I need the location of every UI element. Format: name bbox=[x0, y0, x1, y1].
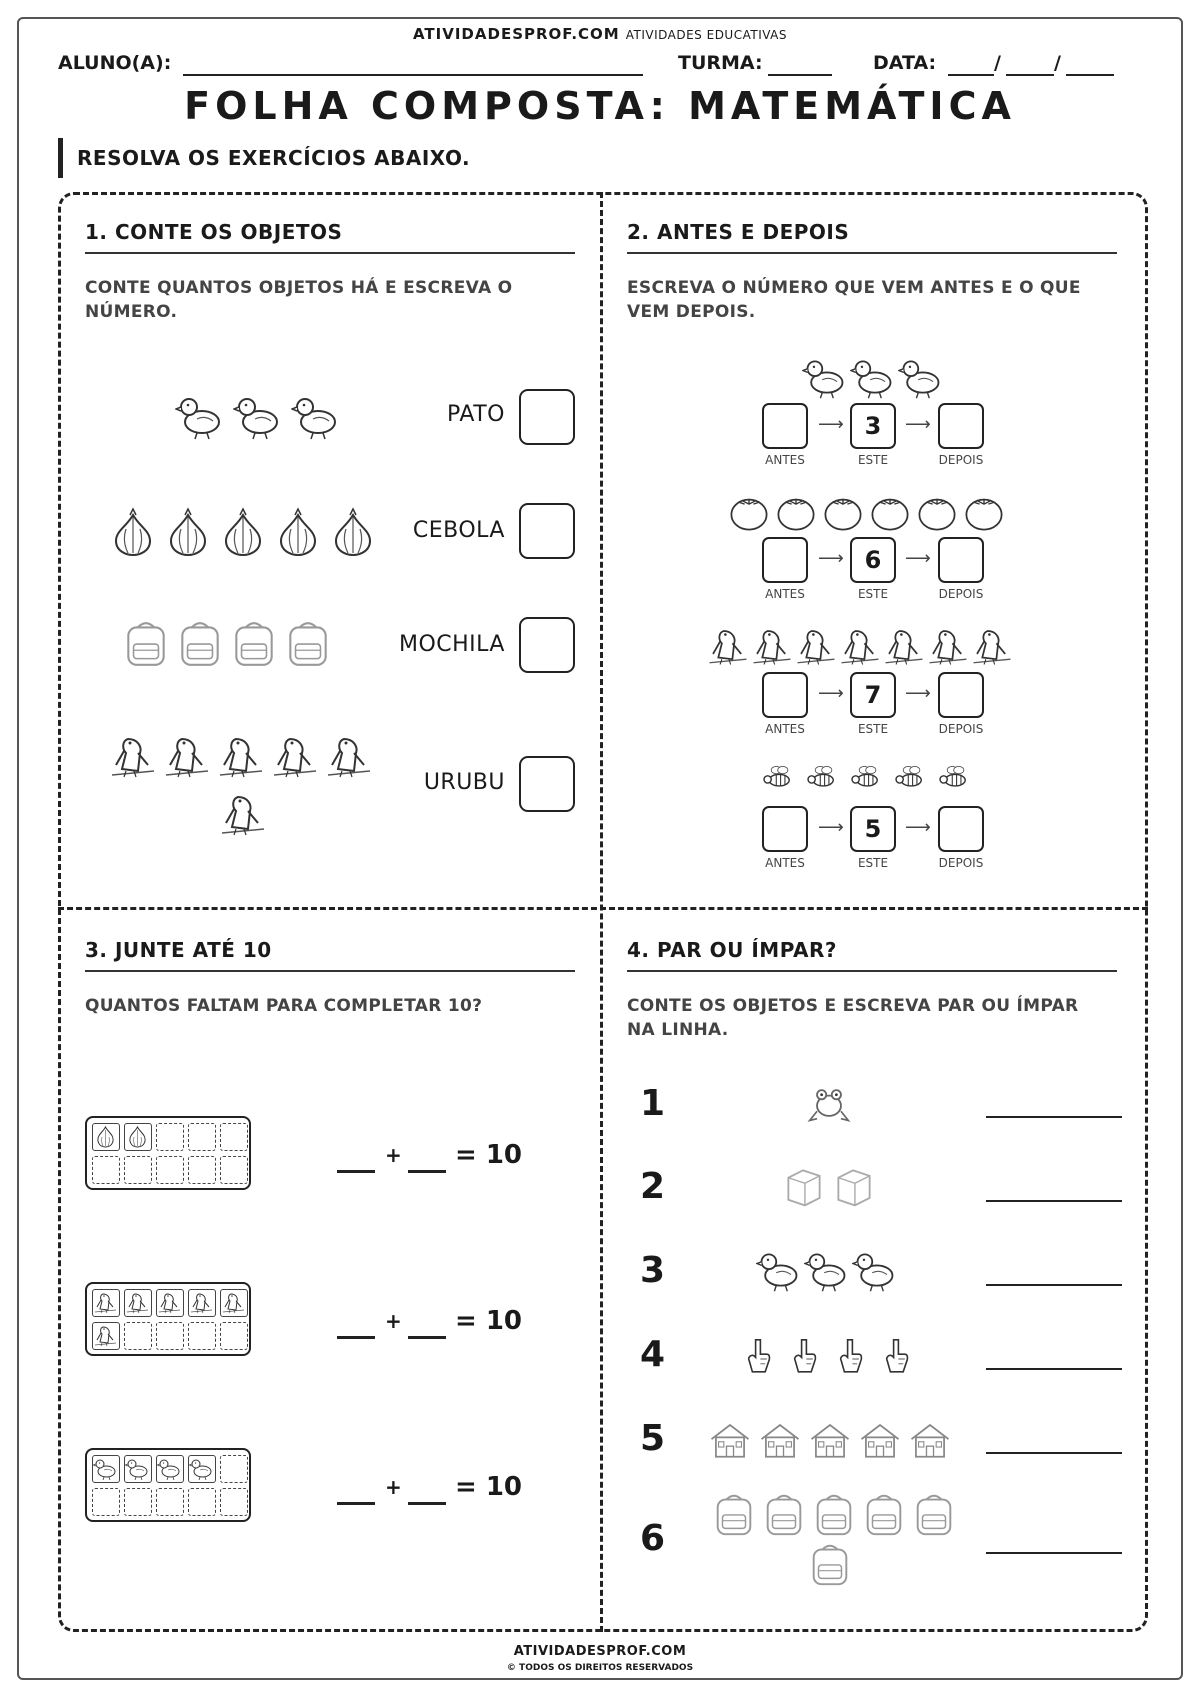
after-box[interactable] bbox=[938, 403, 984, 449]
garlic-icon bbox=[93, 1124, 118, 1149]
onion-icon bbox=[273, 504, 323, 560]
duck-icon bbox=[756, 1245, 802, 1295]
footer-site: ATIVIDADESPROF.COM bbox=[513, 1644, 687, 1659]
data-year-field[interactable] bbox=[1066, 74, 1114, 76]
onion-group bbox=[108, 504, 378, 560]
arrow-right-icon: ⟶ bbox=[905, 414, 931, 435]
ten-frame-cell-empty bbox=[156, 1123, 184, 1151]
vulture-icon bbox=[970, 622, 1014, 670]
vulture-group bbox=[108, 728, 374, 784]
ten-frame-cell-empty bbox=[188, 1156, 216, 1184]
ten-frame-cell-filled bbox=[156, 1289, 184, 1317]
duck-icon bbox=[852, 1245, 898, 1295]
ten-frame-cell-empty bbox=[188, 1123, 216, 1151]
vulture-icon bbox=[750, 622, 794, 670]
duck-icon bbox=[189, 1456, 214, 1481]
arrow-right-icon: ⟶ bbox=[905, 548, 931, 569]
plus-sign: + bbox=[385, 1143, 402, 1167]
hand-pointing-icon bbox=[830, 1330, 870, 1380]
section2-desc: ESCREVA O NÚMERO QUE VEM ANTES E O QUE VEM DEPOIS. bbox=[627, 278, 1081, 322]
answer-box-mochila[interactable] bbox=[519, 617, 575, 673]
vulture-icon bbox=[706, 622, 750, 670]
tomato-icon bbox=[962, 490, 1006, 534]
ten-frame-cell-filled bbox=[156, 1455, 184, 1483]
ten-frame-cell-empty bbox=[92, 1156, 120, 1184]
ten-frame-cell-empty bbox=[156, 1322, 184, 1350]
this-number: 5 bbox=[850, 806, 896, 852]
addend-blank[interactable] bbox=[408, 1170, 446, 1173]
tomato-icon bbox=[821, 490, 865, 534]
caption-after: DEPOIS bbox=[938, 722, 984, 736]
duck-icon bbox=[125, 1456, 150, 1481]
frog-icon bbox=[806, 1080, 852, 1126]
onion-icon bbox=[163, 504, 213, 560]
vulture-icon bbox=[93, 1323, 118, 1348]
after-box[interactable] bbox=[938, 537, 984, 583]
item-number: 3 bbox=[640, 1250, 666, 1291]
section1-desc: CONTE QUANTOS OBJETOS HÁ E ESCREVA O NÚMERO. bbox=[85, 278, 513, 322]
ten-frame-cell-empty bbox=[220, 1455, 248, 1483]
instruction-text: RESOLVA OS EXERCÍCIOS ABAIXO. bbox=[58, 138, 470, 178]
caption-before: ANTES bbox=[765, 856, 805, 870]
caption-before: ANTES bbox=[765, 722, 805, 736]
ice-cube-icon bbox=[780, 1163, 828, 1209]
caption-this: ESTE bbox=[857, 587, 889, 601]
duck-icon bbox=[291, 388, 341, 444]
backpack-icon bbox=[810, 1490, 858, 1538]
site-header bbox=[0, 25, 1200, 43]
arrow-right-icon: ⟶ bbox=[905, 683, 931, 704]
vulture-icon bbox=[216, 728, 266, 784]
vulture-icon bbox=[93, 1290, 118, 1315]
ten-frame-cell-filled bbox=[92, 1289, 120, 1317]
tomato-icon bbox=[868, 490, 912, 534]
answer-line[interactable] bbox=[986, 1284, 1122, 1286]
backpack-icon bbox=[228, 615, 280, 671]
ten-frame-cell-filled bbox=[92, 1123, 120, 1151]
hand-pointing-icon bbox=[784, 1330, 824, 1380]
ten-frame bbox=[85, 1448, 251, 1522]
onion-icon bbox=[108, 504, 158, 560]
vertical-divider bbox=[600, 192, 603, 1632]
vulture-icon bbox=[218, 786, 268, 842]
ten-frame-cell-filled bbox=[92, 1455, 120, 1483]
house-icon bbox=[856, 1418, 904, 1462]
vulture-icon bbox=[162, 728, 212, 784]
equals-ten: = 10 bbox=[455, 1472, 523, 1502]
arrow-right-icon: ⟶ bbox=[818, 414, 844, 435]
bee-icon bbox=[800, 760, 842, 796]
label-urubu: URUBU bbox=[423, 770, 505, 795]
caption-before: ANTES bbox=[765, 453, 805, 467]
duck-icon bbox=[175, 388, 225, 444]
after-box[interactable] bbox=[938, 672, 984, 718]
page-title: FOLHA COMPOSTA: MATEMÁTICA bbox=[184, 84, 1016, 128]
caption-this: ESTE bbox=[857, 453, 889, 467]
before-box[interactable] bbox=[762, 537, 808, 583]
data-slash: / bbox=[994, 52, 1001, 74]
answer-line[interactable] bbox=[986, 1552, 1122, 1554]
answer-line[interactable] bbox=[986, 1452, 1122, 1454]
item-number: 5 bbox=[640, 1418, 666, 1459]
ten-frame-cell-filled bbox=[188, 1455, 216, 1483]
answer-line[interactable] bbox=[986, 1200, 1122, 1202]
house-icon bbox=[806, 1418, 854, 1462]
hand-pointing-group bbox=[738, 1330, 916, 1380]
site-name: ATIVIDADESPROF.COM bbox=[412, 25, 620, 43]
this-number: 7 bbox=[850, 672, 896, 718]
vulture-icon bbox=[108, 728, 158, 784]
item-number: 2 bbox=[640, 1166, 666, 1207]
answer-box-urubu[interactable] bbox=[519, 756, 575, 812]
hand-pointing-icon bbox=[876, 1330, 916, 1380]
item-number: 4 bbox=[640, 1334, 666, 1375]
arrow-right-icon: ⟶ bbox=[905, 817, 931, 838]
ten-frame-cell-empty bbox=[188, 1322, 216, 1350]
backpack-group bbox=[120, 615, 334, 671]
tomato-icon bbox=[727, 490, 771, 534]
backpack-icon bbox=[282, 615, 334, 671]
label-mochila: MOCHILA bbox=[398, 632, 505, 657]
addend-blank[interactable] bbox=[337, 1502, 375, 1505]
addend-blank[interactable] bbox=[408, 1336, 446, 1339]
duck-icon bbox=[93, 1456, 118, 1481]
ten-frame-cell-filled bbox=[124, 1289, 152, 1317]
ten-frame-cell-filled bbox=[92, 1322, 120, 1350]
vulture-icon bbox=[125, 1290, 150, 1315]
duck-icon bbox=[233, 388, 283, 444]
plus-sign: + bbox=[385, 1309, 402, 1333]
duck-icon bbox=[157, 1456, 182, 1481]
footer-copyright: © TODOS OS DIREITOS RESERVADOS bbox=[506, 1663, 694, 1673]
vulture-group-row2 bbox=[218, 786, 268, 842]
student-info-row bbox=[58, 52, 1148, 80]
caption-after: DEPOIS bbox=[938, 587, 984, 601]
bee-icon bbox=[844, 760, 886, 796]
section4-desc: CONTE OS OBJETOS E ESCREVA PAR OU ÍMPAR NA LINHA. bbox=[627, 996, 1079, 1040]
vulture-icon bbox=[926, 622, 970, 670]
ten-frame-cell-empty bbox=[124, 1488, 152, 1516]
vulture-icon bbox=[157, 1290, 182, 1315]
backpack-icon bbox=[910, 1490, 958, 1538]
ice-cube-icon bbox=[830, 1163, 878, 1209]
arrow-right-icon: ⟶ bbox=[818, 683, 844, 704]
ten-frame-cell-empty bbox=[124, 1322, 152, 1350]
backpack-icon bbox=[174, 615, 226, 671]
after-box[interactable] bbox=[938, 806, 984, 852]
ten-frame-cell-empty bbox=[156, 1488, 184, 1516]
ten-frame-cell-empty bbox=[188, 1488, 216, 1516]
bee-icon bbox=[756, 760, 798, 796]
vulture-icon bbox=[221, 1290, 246, 1315]
turma-label: TURMA: bbox=[678, 52, 763, 74]
section2-title: 2. ANTES E DEPOIS bbox=[627, 220, 1117, 254]
before-box[interactable] bbox=[762, 806, 808, 852]
vulture-icon bbox=[882, 622, 926, 670]
equals-ten: = 10 bbox=[455, 1140, 523, 1170]
label-cebola: CEBOLA bbox=[412, 518, 505, 543]
house-group bbox=[706, 1418, 954, 1462]
data-day-field[interactable] bbox=[948, 74, 994, 76]
data-month-field[interactable] bbox=[1006, 74, 1054, 76]
backpack-group bbox=[710, 1490, 958, 1538]
ten-frame bbox=[85, 1116, 251, 1190]
tomato-icon bbox=[774, 490, 818, 534]
ice-cube-group bbox=[780, 1163, 878, 1209]
before-box[interactable] bbox=[762, 403, 808, 449]
section1-title: 1. CONTE OS OBJETOS bbox=[85, 220, 575, 254]
duck-icon bbox=[898, 352, 944, 402]
ten-frame bbox=[85, 1282, 251, 1356]
item-number: 1 bbox=[640, 1083, 666, 1124]
arrow-right-icon: ⟶ bbox=[818, 548, 844, 569]
vulture-icon bbox=[838, 622, 882, 670]
bee-group bbox=[756, 760, 974, 796]
vulture-icon bbox=[794, 622, 838, 670]
frog-group bbox=[806, 1080, 852, 1126]
answer-box-pato[interactable] bbox=[519, 389, 575, 445]
ten-frame-cell-empty bbox=[220, 1322, 248, 1350]
aluno-field[interactable] bbox=[183, 74, 643, 76]
caption-after: DEPOIS bbox=[938, 453, 984, 467]
turma-field[interactable] bbox=[768, 74, 832, 76]
hand-pointing-icon bbox=[738, 1330, 778, 1380]
answer-box-cebola[interactable] bbox=[519, 503, 575, 559]
vulture-icon bbox=[189, 1290, 214, 1315]
arrow-right-icon: ⟶ bbox=[818, 817, 844, 838]
addend-blank[interactable] bbox=[408, 1502, 446, 1505]
backpack-icon bbox=[760, 1490, 808, 1538]
ten-frame-cell-empty bbox=[220, 1123, 248, 1151]
duck-group bbox=[802, 352, 944, 402]
ten-frame-cell-filled bbox=[188, 1289, 216, 1317]
duck-group bbox=[756, 1245, 898, 1295]
item-number: 6 bbox=[640, 1518, 666, 1559]
aluno-label: ALUNO(A): bbox=[58, 52, 172, 74]
this-number: 6 bbox=[850, 537, 896, 583]
house-icon bbox=[906, 1418, 954, 1462]
answer-line[interactable] bbox=[986, 1368, 1122, 1370]
this-number: 3 bbox=[850, 403, 896, 449]
vulture-group bbox=[706, 622, 1014, 670]
section3-title: 3. JUNTE ATÉ 10 bbox=[85, 938, 575, 972]
ten-frame-cell-filled bbox=[124, 1455, 152, 1483]
duck-icon bbox=[802, 352, 848, 402]
before-box[interactable] bbox=[762, 672, 808, 718]
ten-frame-cell-empty bbox=[220, 1156, 248, 1184]
label-pato: PATO bbox=[447, 402, 505, 427]
addend-blank[interactable] bbox=[337, 1336, 375, 1339]
backpack-icon bbox=[806, 1540, 854, 1588]
garlic-icon bbox=[125, 1124, 150, 1149]
backpack-icon bbox=[860, 1490, 908, 1538]
section3-desc: QUANTOS FALTAM PARA COMPLETAR 10? bbox=[85, 996, 483, 1016]
addend-blank[interactable] bbox=[337, 1170, 375, 1173]
ten-frame-cell-empty bbox=[124, 1156, 152, 1184]
section4-title: 4. PAR OU ÍMPAR? bbox=[627, 938, 1117, 972]
caption-before: ANTES bbox=[765, 587, 805, 601]
duck-group bbox=[175, 388, 341, 444]
caption-after: DEPOIS bbox=[938, 856, 984, 870]
caption-this: ESTE bbox=[857, 856, 889, 870]
backpack-group-row2 bbox=[806, 1540, 854, 1588]
data-label: DATA: bbox=[873, 52, 937, 74]
plus-sign: + bbox=[385, 1475, 402, 1499]
duck-icon bbox=[804, 1245, 850, 1295]
ten-frame-cell-empty bbox=[92, 1488, 120, 1516]
ten-frame-cell-filled bbox=[220, 1289, 248, 1317]
site-tagline: ATIVIDADES EDUCATIVAS bbox=[625, 28, 788, 42]
tomato-group bbox=[727, 490, 1006, 534]
backpack-icon bbox=[710, 1490, 758, 1538]
data-slash: / bbox=[1054, 52, 1061, 74]
backpack-icon bbox=[120, 615, 172, 671]
caption-this: ESTE bbox=[857, 722, 889, 736]
ten-frame-cell-empty bbox=[156, 1156, 184, 1184]
tomato-icon bbox=[915, 490, 959, 534]
bee-icon bbox=[932, 760, 974, 796]
equals-ten: = 10 bbox=[455, 1306, 523, 1336]
ten-frame-cell-filled bbox=[124, 1123, 152, 1151]
onion-icon bbox=[218, 504, 268, 560]
ten-frame-cell-empty bbox=[220, 1488, 248, 1516]
vulture-icon bbox=[270, 728, 320, 784]
bee-icon bbox=[888, 760, 930, 796]
house-icon bbox=[756, 1418, 804, 1462]
duck-icon bbox=[850, 352, 896, 402]
horizontal-divider bbox=[58, 907, 1148, 910]
house-icon bbox=[706, 1418, 754, 1462]
answer-line[interactable] bbox=[986, 1116, 1122, 1118]
